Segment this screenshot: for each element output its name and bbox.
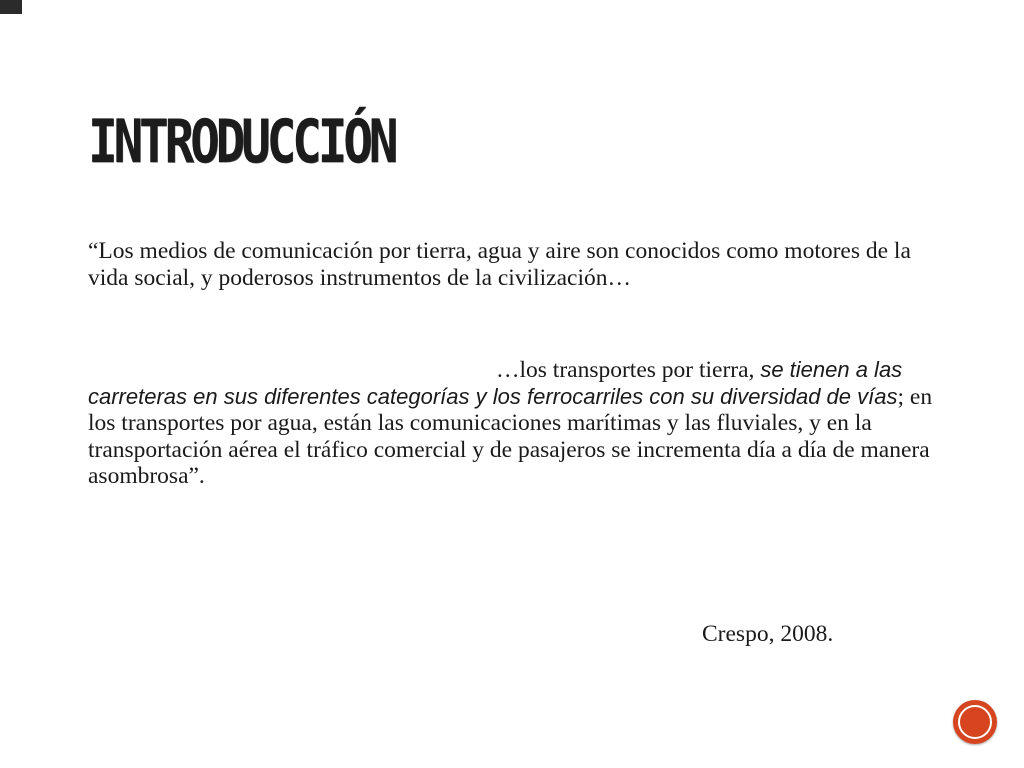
slide-corner-marker [0, 0, 22, 14]
quote-paragraph-1: “Los medios de comunicación por tierra, agua y aire son conocidos como motores de la vida social, y poderosos instrumentos de la civilización… [88, 238, 911, 291]
quote-body [88, 238, 936, 490]
quote-paragraph-2-rest: ; en los transportes por agua, están las comunicaciones marítimas y las fluviales, y en la transportación aérea el tráfico comercial y de pasajeros se incrementa día a día de manera asombrosa”. [88, 383, 933, 489]
circle-button-icon[interactable] [953, 700, 997, 744]
quote-paragraph-2-lead: …los transportes por tierra, [496, 357, 761, 383]
citation: Crespo, 2008. [702, 621, 834, 647]
quote-paragraph-2 [88, 357, 936, 490]
ring-icon [958, 705, 992, 739]
quote-paragraph-2-italic: se tienen a las carreteras en sus diferentes categorías y los ferrocarriles con su diversidad de vías [88, 357, 903, 409]
paragraph-gap [88, 291, 936, 357]
slide-title: INTRODUCCIÓN [88, 107, 395, 177]
